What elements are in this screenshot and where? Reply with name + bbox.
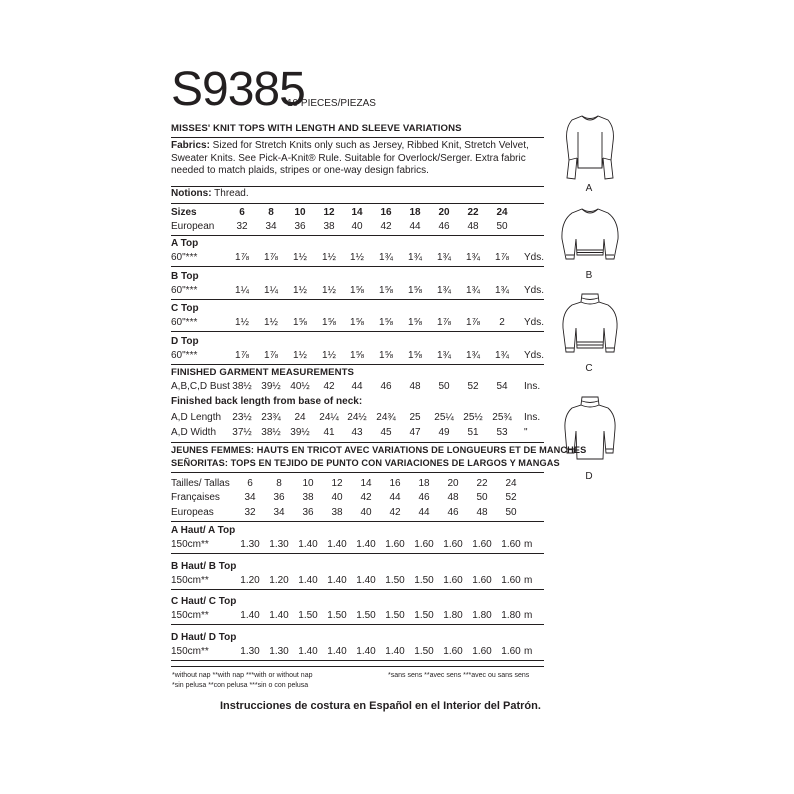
table-cell: 38½ — [261, 427, 281, 438]
tailles-row — [171, 477, 544, 490]
yardage-row — [171, 609, 544, 622]
table-cell: 25 — [409, 412, 421, 423]
table-cell: 46 — [380, 381, 392, 392]
divider — [171, 186, 544, 187]
table-cell: 1⅞ — [264, 252, 278, 263]
table-cell: 41 — [323, 427, 335, 438]
european-row — [171, 220, 544, 233]
table-cell: 1⅝ — [379, 349, 393, 361]
table-cell: 1⅝ — [379, 317, 393, 328]
table-cell: 32 — [236, 221, 248, 232]
table-cell: 1¼ — [264, 284, 278, 296]
table-cell: 1⅞ — [235, 349, 249, 361]
view-name: D Haut/ D Top — [171, 631, 237, 643]
view-c-label: C — [585, 363, 593, 374]
table-cell: 1.80 — [443, 610, 463, 621]
table-cell: 8 — [276, 478, 282, 489]
row-label: A,D Width — [171, 427, 217, 438]
back-length-label: Finished back length from base of neck: — [171, 396, 363, 407]
divider — [171, 442, 544, 443]
table-cell: 43 — [351, 427, 363, 438]
table-cell: 16 — [389, 478, 401, 489]
row-label: 150cm** — [171, 610, 209, 621]
table-cell: 50 — [438, 381, 450, 392]
view-a-label: A — [585, 183, 593, 194]
row-label: A,B,C,D Bust — [171, 381, 230, 392]
table-cell: 48 — [447, 492, 459, 503]
table-cell: 44 — [409, 221, 421, 232]
table-cell: 1.60 — [385, 539, 405, 550]
table-cell: 1¾ — [495, 349, 509, 361]
table-cell: 1½ — [293, 252, 307, 263]
francaises-row — [171, 491, 544, 504]
table-cell: 34 — [273, 507, 285, 518]
table-cell: 18 — [418, 478, 430, 489]
sizes-row — [171, 206, 544, 219]
yardage-row — [171, 349, 544, 362]
row-label: Françaises — [171, 492, 220, 503]
table-cell: 1.40 — [298, 574, 318, 586]
yardage-row — [171, 645, 544, 658]
view-b-sketch — [556, 205, 624, 267]
row-label: Tailles/ Tallas — [171, 478, 230, 489]
table-cell: 1½ — [350, 252, 364, 263]
fabrics-paragraph — [171, 140, 543, 178]
table-cell: 1.60 — [472, 539, 492, 550]
row-label: 60"*** — [171, 317, 198, 328]
table-cell: 23½ — [232, 412, 252, 423]
divider — [171, 666, 544, 667]
table-cell: 1¾ — [466, 349, 480, 361]
spanish-instructions-note: Instrucciones de costura en Español en el Interior del Patrón. — [220, 700, 541, 712]
view-name: C Top — [171, 303, 199, 314]
divider — [171, 266, 544, 267]
table-cell: 1⅝ — [350, 349, 364, 361]
table-cell: 1⅝ — [379, 284, 393, 296]
table-cell: 50 — [505, 507, 517, 518]
table-cell: 20 — [447, 478, 459, 489]
table-cell: 1.60 — [501, 574, 521, 586]
table-cell: 1½ — [264, 317, 278, 328]
table-cell: 44 — [351, 381, 363, 392]
table-cell: 1¾ — [466, 252, 480, 263]
title-spanish: SEÑORITAS: TOPS EN TEJIDO DE PUNTO CON VARIACIONES DE LARGOS Y MANGAS — [171, 458, 560, 468]
table-cell: 1.40 — [240, 610, 260, 621]
table-cell: 1.40 — [298, 645, 318, 657]
table-cell: 42 — [380, 221, 392, 232]
notions-label: Notions: — [171, 188, 212, 199]
table-cell: 6 — [247, 478, 253, 489]
table-cell: 20 — [438, 207, 450, 218]
table-cell: 54 — [496, 381, 508, 392]
row-label: A,D Length — [171, 412, 222, 423]
table-cell: 32 — [244, 507, 256, 518]
table-cell: 1.80 — [472, 610, 492, 621]
row-label: 150cm** — [171, 645, 209, 657]
notions-paragraph — [171, 188, 543, 201]
table-cell: 1.40 — [298, 539, 318, 550]
view-d-label: D — [585, 471, 593, 482]
table-cell: 24 — [505, 478, 517, 489]
table-cell: 1⅝ — [350, 317, 364, 328]
table-cell: 1¾ — [379, 252, 393, 263]
table-cell: 52 — [467, 381, 479, 392]
table-cell: 39½ — [290, 427, 310, 438]
table-cell: 1.60 — [501, 539, 521, 550]
view-name: C Haut/ C Top — [171, 596, 237, 607]
table-cell: 46 — [418, 492, 430, 503]
table-cell: 1.40 — [356, 539, 376, 550]
table-cell: 22 — [467, 207, 479, 218]
europeas-row — [171, 506, 544, 519]
table-cell: 1⅝ — [408, 284, 422, 296]
view-a-sketch — [558, 112, 622, 182]
table-cell: 12 — [331, 478, 343, 489]
table-cell: 1.60 — [443, 645, 463, 657]
table-cell: 47 — [409, 427, 421, 438]
yardage-row — [171, 574, 544, 587]
table-cell: 1.60 — [414, 539, 434, 550]
table-cell: 42 — [389, 507, 401, 518]
table-cell: 38 — [323, 221, 335, 232]
table-cell: 40½ — [290, 381, 310, 392]
table-cell: 23¾ — [261, 412, 281, 423]
unit-label: m — [524, 539, 533, 550]
table-cell: 24 — [294, 412, 306, 423]
yardage-row — [171, 316, 544, 329]
title-french: JEUNES FEMMES: HAUTS EN TRICOT AVEC VARIATIONS DE LONGUEURS ET DE MANCHES — [171, 445, 587, 455]
table-cell: 18 — [409, 207, 421, 218]
table-cell: 44 — [418, 507, 430, 518]
view-name: A Top — [171, 238, 199, 249]
table-cell: 1½ — [293, 284, 307, 296]
table-cell: 22 — [476, 478, 488, 489]
table-cell: 1.40 — [327, 574, 347, 586]
footnote-french: *sans sens **avec sens ***avec ou sans sens — [388, 672, 530, 679]
table-cell: 1.50 — [385, 574, 405, 586]
table-cell: 6 — [239, 207, 245, 218]
unit-label: " — [524, 427, 528, 438]
table-cell: 34 — [265, 221, 277, 232]
divider — [171, 472, 544, 473]
table-cell: 1⅝ — [408, 349, 422, 361]
table-cell: 2 — [499, 317, 505, 328]
table-cell: 16 — [380, 207, 392, 218]
row-label: 60"*** — [171, 349, 198, 361]
footnote-spanish: *sin pelusa **con pelusa ***sin o con pelusa — [172, 682, 309, 689]
table-cell: 40 — [331, 492, 343, 503]
table-cell: 1½ — [235, 317, 249, 328]
table-cell: 1¾ — [466, 284, 480, 296]
divider — [171, 137, 544, 138]
table-cell: 50 — [476, 492, 488, 503]
table-cell: 1.50 — [414, 645, 434, 657]
view-name: A Haut/ A Top — [171, 525, 236, 536]
table-cell: 1½ — [293, 349, 307, 361]
unit-label: m — [524, 645, 533, 657]
row-label: 60"*** — [171, 284, 198, 296]
table-cell: 1⅞ — [466, 317, 480, 328]
notions-text: Thread. — [211, 188, 249, 199]
divider — [171, 589, 544, 590]
table-cell: 44 — [389, 492, 401, 503]
measurements-title: FINISHED GARMENT MEASUREMENTS — [171, 367, 355, 378]
table-cell: 37½ — [232, 427, 252, 438]
table-cell: 1.50 — [356, 610, 376, 621]
table-cell: 1.60 — [443, 539, 463, 550]
table-cell: 1.50 — [385, 610, 405, 621]
table-cell: 36 — [302, 507, 314, 518]
table-cell: 10 — [302, 478, 314, 489]
table-cell: 1.40 — [356, 645, 376, 657]
table-cell: 39½ — [261, 381, 281, 392]
table-cell: 1¼ — [235, 284, 249, 296]
table-cell: 25½ — [463, 412, 483, 423]
table-cell: 1.50 — [327, 610, 347, 621]
table-cell: 38 — [331, 507, 343, 518]
table-cell: 49 — [438, 427, 450, 438]
table-cell: 46 — [447, 507, 459, 518]
table-cell: 14 — [360, 478, 372, 489]
table-cell: 24 — [496, 207, 508, 218]
table-cell: 1.30 — [269, 645, 289, 657]
table-cell: 1½ — [322, 252, 336, 263]
view-name: B Top — [171, 270, 199, 282]
footnote-english: *without nap **with nap ***with or without nap — [172, 672, 313, 679]
table-cell: 48 — [467, 221, 479, 232]
view-d-sketch — [556, 395, 624, 465]
table-cell: 1⅝ — [293, 317, 307, 328]
unit-label: Yds. — [524, 284, 545, 296]
row-label: 60"*** — [171, 252, 198, 263]
table-cell: 1.40 — [269, 610, 289, 621]
table-cell: 1.40 — [327, 539, 347, 550]
divider — [171, 235, 544, 236]
row-label: Sizes — [171, 207, 197, 218]
divider — [171, 203, 544, 204]
table-cell: 53 — [496, 427, 508, 438]
divider — [171, 331, 544, 332]
table-cell: 1.50 — [298, 610, 318, 621]
table-cell: 51 — [467, 427, 479, 438]
table-cell: 1.80 — [501, 610, 521, 621]
table-cell: 25¾ — [492, 412, 512, 423]
table-cell: 40 — [360, 507, 372, 518]
table-cell: 12 — [323, 207, 335, 218]
unit-label: m — [524, 574, 533, 586]
table-cell: 1.60 — [472, 574, 492, 586]
table-cell: 1⅞ — [264, 349, 278, 361]
table-cell: 14 — [351, 207, 363, 218]
divider — [171, 521, 544, 522]
table-cell: 1¾ — [408, 252, 422, 263]
table-cell: 1½ — [322, 349, 336, 361]
pattern-number: S9385 — [171, 63, 305, 116]
yardage-row — [171, 284, 544, 297]
unit-label: Yds. — [524, 252, 545, 263]
table-cell: 45 — [380, 427, 392, 438]
table-cell: 1⅞ — [437, 317, 451, 328]
table-cell: 1.60 — [472, 645, 492, 657]
table-cell: 25¼ — [434, 412, 454, 423]
table-cell: 42 — [360, 492, 372, 503]
table-cell: 24¾ — [376, 412, 396, 423]
table-cell: 1⅝ — [350, 284, 364, 296]
table-cell: 36 — [273, 492, 285, 503]
row-label: European — [171, 221, 215, 232]
view-name: D Top — [171, 335, 199, 347]
divider — [171, 299, 544, 300]
yardage-row — [171, 538, 544, 551]
table-cell: 24½ — [347, 412, 367, 423]
table-cell: 38½ — [232, 381, 252, 392]
table-cell: 46 — [438, 221, 450, 232]
view-b-label: B — [585, 270, 593, 281]
table-cell: 34 — [244, 492, 256, 503]
table-cell: 1.30 — [240, 539, 260, 550]
unit-label: Yds. — [524, 349, 545, 361]
table-cell: 1.40 — [385, 645, 405, 657]
table-cell: 1.50 — [414, 574, 434, 586]
divider — [171, 660, 544, 661]
unit-label: Ins. — [524, 412, 541, 423]
table-cell: 50 — [496, 221, 508, 232]
table-cell: 1.40 — [327, 645, 347, 657]
table-cell: 1⅞ — [495, 252, 509, 263]
table-cell: 1⅞ — [235, 252, 249, 263]
table-cell: 1.50 — [414, 610, 434, 621]
view-c-sketch — [556, 292, 624, 360]
table-cell: 1¾ — [437, 349, 451, 361]
table-cell: 1⅝ — [322, 317, 336, 328]
table-cell: 42 — [323, 381, 335, 392]
table-cell: 1.20 — [240, 574, 260, 586]
bust-row — [171, 380, 544, 393]
table-cell: 36 — [294, 221, 306, 232]
title-english: MISSES' KNIT TOPS WITH LENGTH AND SLEEVE VARIATIONS — [171, 123, 462, 134]
view-name: B Haut/ B Top — [171, 560, 237, 572]
piece-count: 10 PIECES/PIEZAS — [287, 98, 376, 109]
table-cell: 1.60 — [443, 574, 463, 586]
fabrics-label: Fabrics: — [171, 140, 210, 151]
table-cell: 1¾ — [495, 284, 509, 296]
table-cell: 38 — [302, 492, 314, 503]
divider — [171, 553, 544, 554]
unit-label: Yds. — [524, 317, 545, 328]
table-cell: 1.40 — [356, 574, 376, 586]
table-cell: 52 — [505, 492, 517, 503]
table-cell: 1.30 — [240, 645, 260, 657]
table-cell: 48 — [476, 507, 488, 518]
divider — [171, 364, 544, 365]
table-cell: 40 — [351, 221, 363, 232]
table-cell: 1.60 — [501, 645, 521, 657]
yardage-row — [171, 251, 544, 264]
divider — [171, 624, 544, 625]
table-cell: 1¾ — [437, 284, 451, 296]
row-label: 150cm** — [171, 539, 209, 550]
row-label: 150cm** — [171, 574, 209, 586]
table-cell: 1.30 — [269, 539, 289, 550]
unit-label: Ins. — [524, 381, 541, 392]
table-cell: 10 — [294, 207, 306, 218]
table-cell: 1¾ — [437, 252, 451, 263]
table-cell: 1.20 — [269, 574, 289, 586]
table-cell: 1½ — [322, 284, 336, 296]
row-label: Europeas — [171, 507, 214, 518]
table-cell: 48 — [409, 381, 421, 392]
table-cell: 24¼ — [319, 412, 339, 423]
unit-label: m — [524, 610, 533, 621]
fabrics-text: Sized for Stretch Knits only such as Jersey, Ribbed Knit, Stretch Velvet, Sweater Knits. See Pick-A-Knit® Rule. Suitable for Overlock/Serger. Extra fabric needed to match plaids, stripes or one-way design fabrics. — [171, 140, 529, 176]
length-row — [171, 411, 544, 424]
width-row — [171, 426, 544, 439]
table-cell: 8 — [268, 207, 274, 218]
table-cell: 1⅝ — [408, 317, 422, 328]
